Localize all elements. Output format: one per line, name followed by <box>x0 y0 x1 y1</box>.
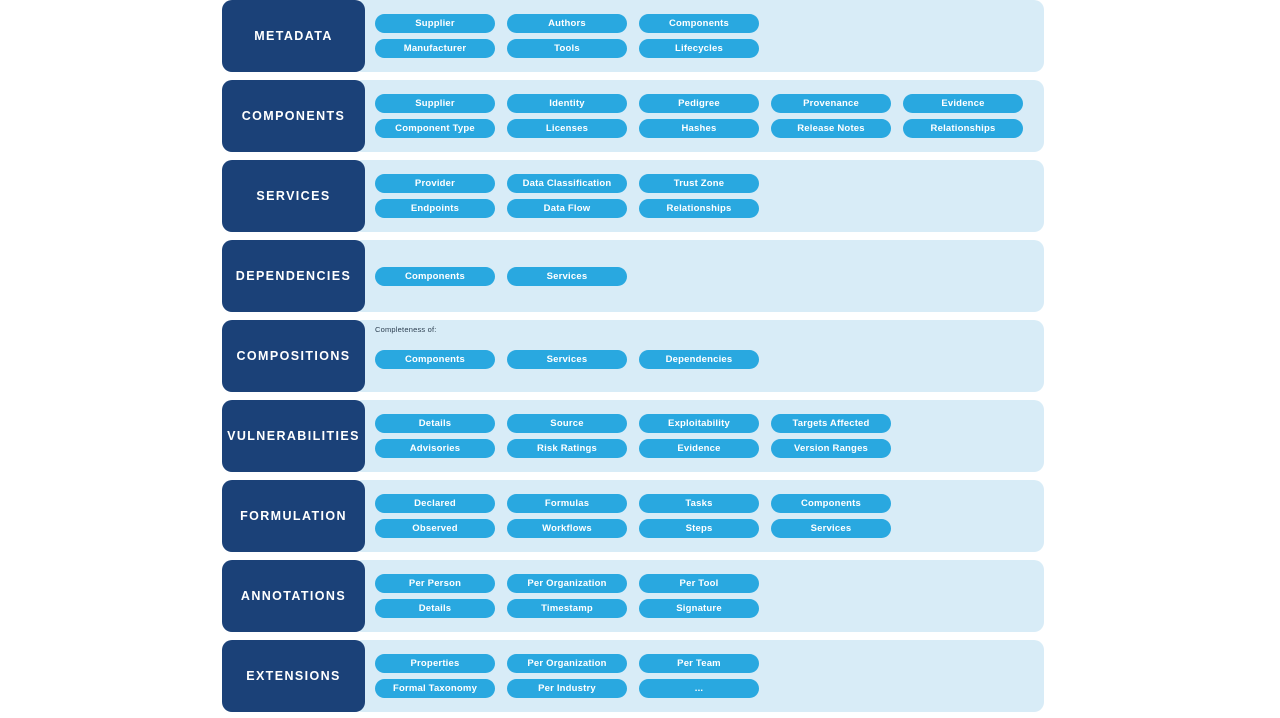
row-body <box>353 320 1044 392</box>
chip[interactable]: Steps <box>639 519 759 538</box>
diagram-row <box>222 80 1044 152</box>
diagram-row <box>222 160 1044 232</box>
chip[interactable]: ... <box>639 679 759 698</box>
chip[interactable]: Signature <box>639 599 759 618</box>
diagram-row <box>222 240 1044 312</box>
chip-line <box>375 679 1044 698</box>
row-body <box>353 0 1044 72</box>
chip[interactable]: Components <box>375 350 495 369</box>
row-label-services: SERVICES <box>222 160 365 232</box>
row-body <box>353 240 1044 312</box>
diagram-row <box>222 400 1044 472</box>
row-label-components: COMPONENTS <box>222 80 365 152</box>
chip[interactable]: Source <box>507 414 627 433</box>
row-label-dependencies: DEPENDENCIES <box>222 240 365 312</box>
row-label-vulnerabilities: VULNERABILITIES <box>222 400 365 472</box>
chip-line <box>375 174 1044 193</box>
chip[interactable]: Per Organization <box>507 654 627 673</box>
chip[interactable]: Data Flow <box>507 199 627 218</box>
chip[interactable]: Licenses <box>507 119 627 138</box>
chip[interactable]: Per Person <box>375 574 495 593</box>
chip[interactable]: Details <box>375 599 495 618</box>
chip[interactable]: Tasks <box>639 494 759 513</box>
chip-line <box>375 494 1044 513</box>
chip[interactable]: Identity <box>507 94 627 113</box>
chip[interactable]: Provenance <box>771 94 891 113</box>
chip[interactable]: Lifecycles <box>639 39 759 58</box>
chip[interactable]: Risk Ratings <box>507 439 627 458</box>
row-label-formulation: FORMULATION <box>222 480 365 552</box>
chip[interactable]: Endpoints <box>375 199 495 218</box>
row-body <box>353 560 1044 632</box>
sbom-taxonomy-diagram <box>222 0 1044 712</box>
row-label-compositions: COMPOSITIONS <box>222 320 365 392</box>
chip[interactable]: Manufacturer <box>375 39 495 58</box>
chip[interactable]: Hashes <box>639 119 759 138</box>
diagram-row <box>222 640 1044 712</box>
chip-line <box>375 199 1044 218</box>
chip[interactable]: Services <box>771 519 891 538</box>
row-label-metadata: METADATA <box>222 0 365 72</box>
chip[interactable]: Properties <box>375 654 495 673</box>
chip[interactable]: Release Notes <box>771 119 891 138</box>
chip-line <box>375 350 1044 369</box>
diagram-row <box>222 560 1044 632</box>
chip[interactable]: Formal Taxonomy <box>375 679 495 698</box>
chip[interactable]: Timestamp <box>507 599 627 618</box>
chip[interactable]: Per Team <box>639 654 759 673</box>
chip[interactable]: Data Classification <box>507 174 627 193</box>
chip-line <box>375 119 1044 138</box>
chip[interactable]: Evidence <box>903 94 1023 113</box>
chip[interactable]: Components <box>771 494 891 513</box>
chip[interactable]: Authors <box>507 14 627 33</box>
diagram-row <box>222 480 1044 552</box>
row-note: Completeness of: <box>375 325 437 334</box>
chip[interactable]: Workflows <box>507 519 627 538</box>
chip[interactable]: Provider <box>375 174 495 193</box>
row-label-annotations: ANNOTATIONS <box>222 560 365 632</box>
row-body <box>353 640 1044 712</box>
chip[interactable]: Declared <box>375 494 495 513</box>
chip-line <box>375 14 1044 33</box>
chip[interactable]: Services <box>507 267 627 286</box>
chip[interactable]: Per Organization <box>507 574 627 593</box>
chip[interactable]: Targets Affected <box>771 414 891 433</box>
chip-line <box>375 267 1044 286</box>
row-body <box>353 80 1044 152</box>
chip[interactable]: Trust Zone <box>639 174 759 193</box>
chip[interactable]: Components <box>375 267 495 286</box>
chip-line <box>375 574 1044 593</box>
chip-line <box>375 654 1044 673</box>
chip[interactable]: Per Tool <box>639 574 759 593</box>
chip-line <box>375 39 1044 58</box>
chip[interactable]: Services <box>507 350 627 369</box>
diagram-row <box>222 320 1044 392</box>
chip[interactable]: Relationships <box>639 199 759 218</box>
chip[interactable]: Components <box>639 14 759 33</box>
chip[interactable]: Per Industry <box>507 679 627 698</box>
chip[interactable]: Evidence <box>639 439 759 458</box>
diagram-row <box>222 0 1044 72</box>
chip[interactable]: Observed <box>375 519 495 538</box>
chip[interactable]: Component Type <box>375 119 495 138</box>
chip[interactable]: Supplier <box>375 94 495 113</box>
chip-line <box>375 519 1044 538</box>
chip[interactable]: Dependencies <box>639 350 759 369</box>
chip[interactable]: Pedigree <box>639 94 759 113</box>
row-body <box>353 480 1044 552</box>
row-body <box>353 160 1044 232</box>
chip[interactable]: Exploitability <box>639 414 759 433</box>
chip-line <box>375 94 1044 113</box>
row-label-extensions: EXTENSIONS <box>222 640 365 712</box>
chip-line <box>375 439 1044 458</box>
chip[interactable]: Advisories <box>375 439 495 458</box>
chip-line <box>375 599 1044 618</box>
chip[interactable]: Version Ranges <box>771 439 891 458</box>
chip[interactable]: Details <box>375 414 495 433</box>
chip[interactable]: Tools <box>507 39 627 58</box>
chip-line <box>375 414 1044 433</box>
chip[interactable]: Formulas <box>507 494 627 513</box>
chip[interactable]: Supplier <box>375 14 495 33</box>
row-body <box>353 400 1044 472</box>
chip[interactable]: Relationships <box>903 119 1023 138</box>
